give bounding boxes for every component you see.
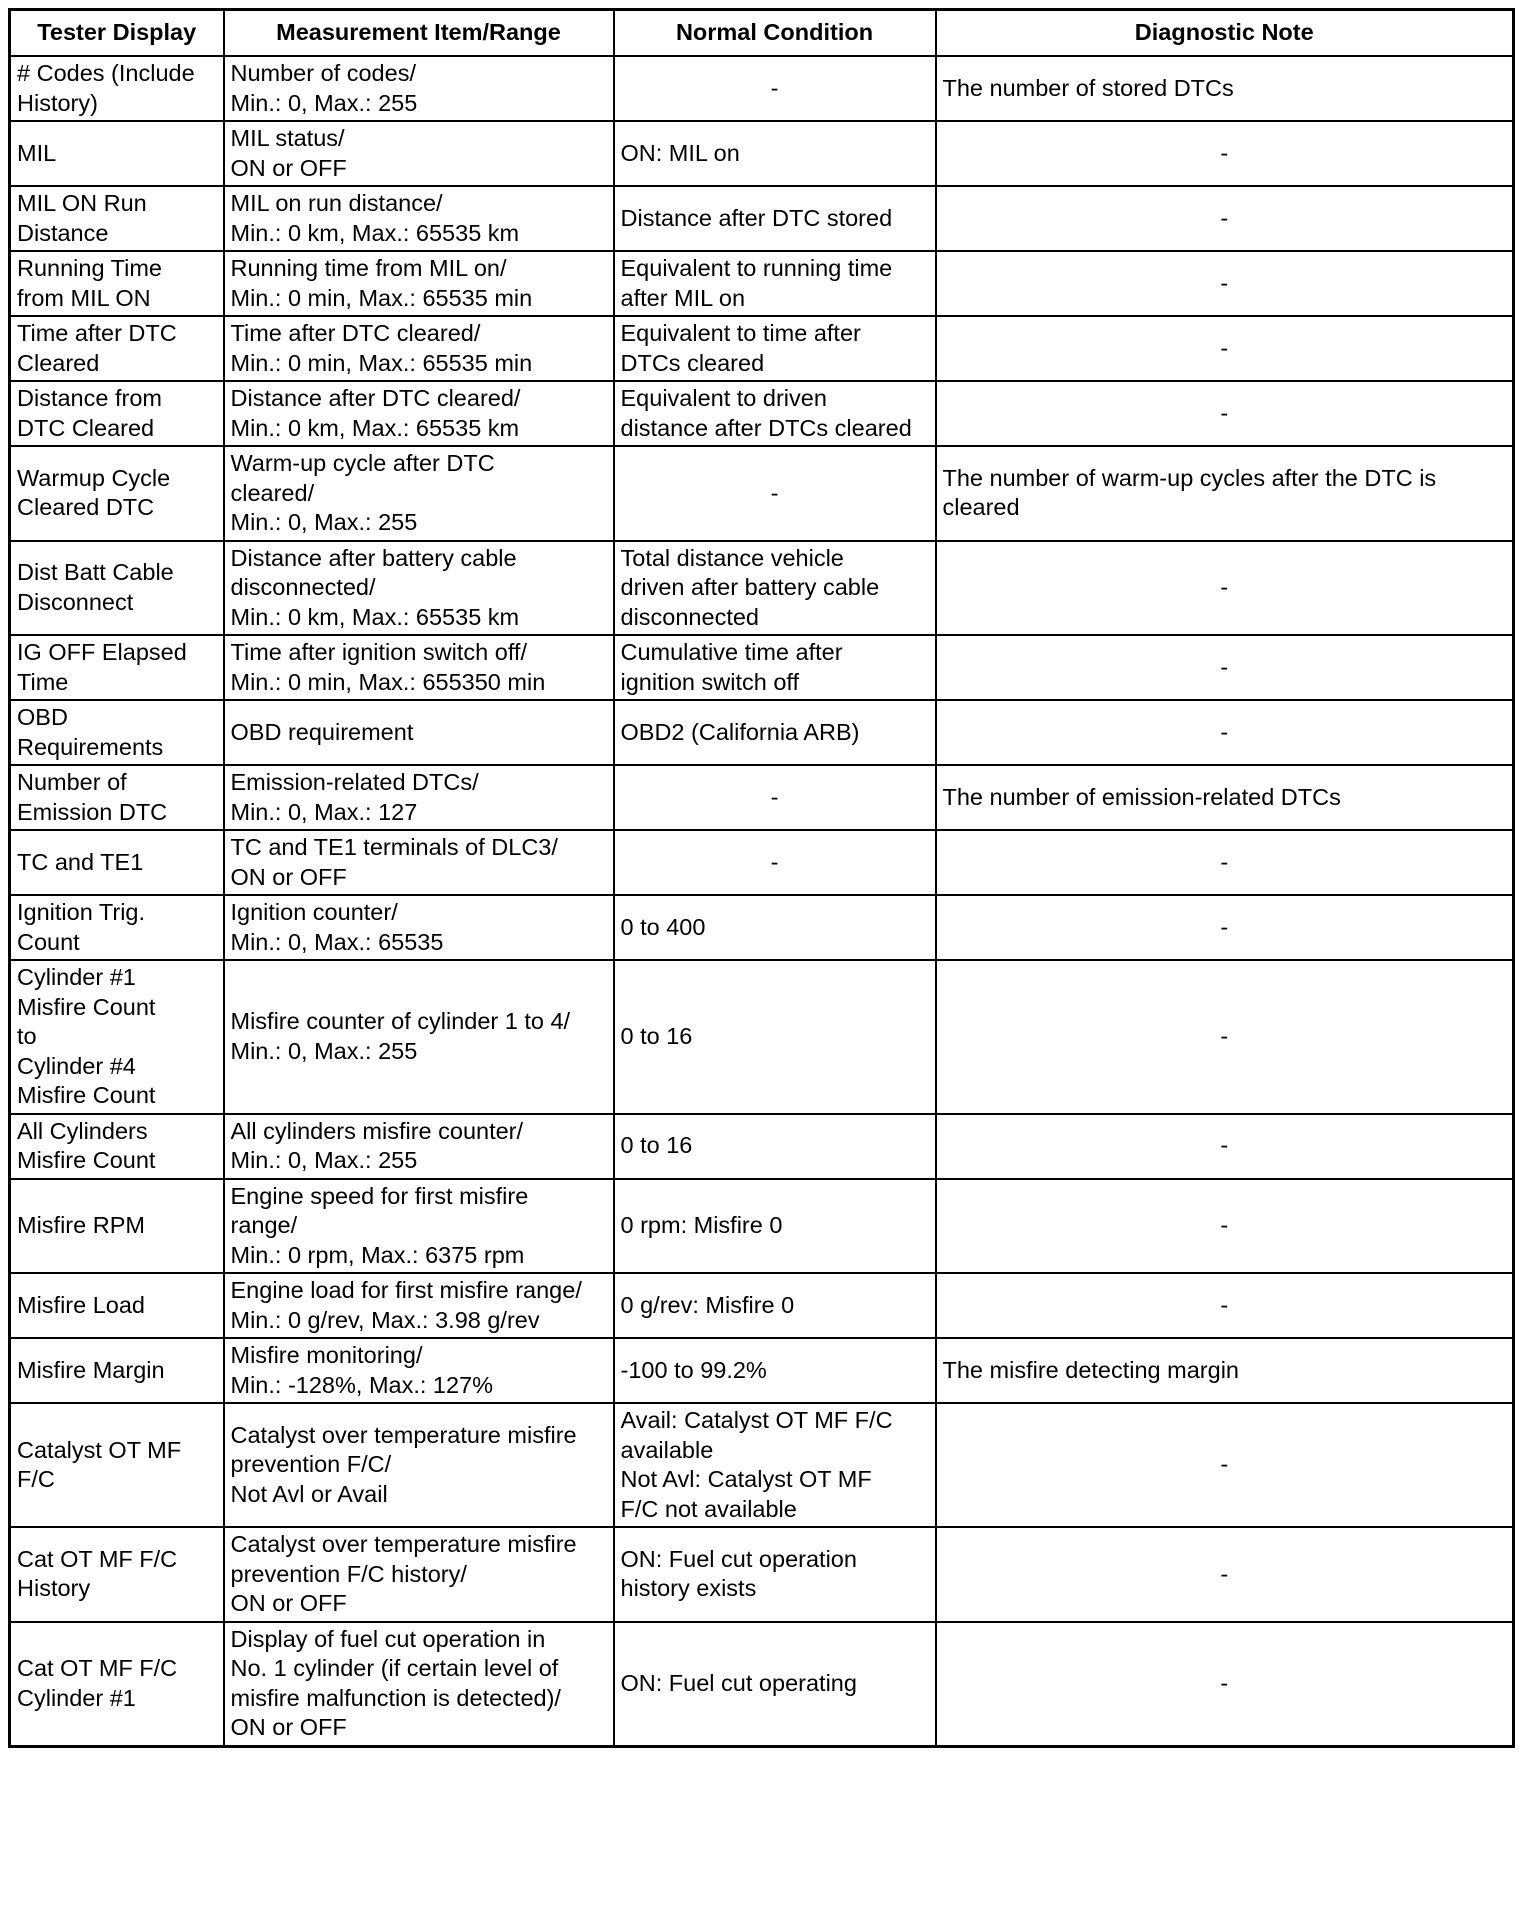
cell-normal-condition: - — [614, 765, 936, 830]
cell-normal-condition: ON: Fuel cut operation history exists — [614, 1527, 936, 1622]
cell-normal-condition: Avail: Catalyst OT MF F/C available Not Avl: Catalyst OT MF F/C not available — [614, 1403, 936, 1527]
cell-tester-display: Cat OT MF F/C History — [10, 1527, 224, 1622]
cell-tester-display: OBD Requirements — [10, 700, 224, 765]
cell-normal-condition: ON: Fuel cut operating — [614, 1622, 936, 1747]
cell-measurement-item: MIL on run distance/ Min.: 0 km, Max.: 65535 km — [224, 186, 614, 251]
table-row — [10, 446, 1514, 541]
cell-measurement-item: Emission-related DTCs/ Min.: 0, Max.: 127 — [224, 765, 614, 830]
cell-diagnostic-note: - — [936, 1273, 1514, 1338]
cell-normal-condition: Equivalent to time after DTCs cleared — [614, 316, 936, 381]
cell-tester-display: Misfire RPM — [10, 1179, 224, 1274]
table-row — [10, 1338, 1514, 1403]
cell-tester-display: Cylinder #1 Misfire Count to Cylinder #4 Misfire Count — [10, 960, 224, 1114]
cell-tester-display: Warmup Cycle Cleared DTC — [10, 446, 224, 541]
cell-measurement-item: Catalyst over temperature misfire prevention F/C history/ ON or OFF — [224, 1527, 614, 1622]
cell-measurement-item: Distance after DTC cleared/ Min.: 0 km, Max.: 65535 km — [224, 381, 614, 446]
cell-tester-display: Ignition Trig. Count — [10, 895, 224, 960]
cell-normal-condition: 0 rpm: Misfire 0 — [614, 1179, 936, 1274]
cell-measurement-item: Catalyst over temperature misfire prevention F/C/ Not Avl or Avail — [224, 1403, 614, 1527]
cell-diagnostic-note: - — [936, 1114, 1514, 1179]
cell-normal-condition: 0 to 400 — [614, 895, 936, 960]
cell-measurement-item: TC and TE1 terminals of DLC3/ ON or OFF — [224, 830, 614, 895]
cell-diagnostic-note: The number of stored DTCs — [936, 56, 1514, 121]
table-row — [10, 1622, 1514, 1747]
cell-diagnostic-note: - — [936, 1403, 1514, 1527]
tester-display-table — [8, 8, 1515, 1748]
header-normal-condition: Normal Condition — [614, 10, 936, 57]
cell-measurement-item: Display of fuel cut operation in No. 1 cylinder (if certain level of misfire malfunction is detected)/ ON or OFF — [224, 1622, 614, 1747]
cell-measurement-item: Engine speed for first misfire range/ Min.: 0 rpm, Max.: 6375 rpm — [224, 1179, 614, 1274]
cell-tester-display: Misfire Margin — [10, 1338, 224, 1403]
table-row — [10, 56, 1514, 121]
header-diagnostic-note: Diagnostic Note — [936, 10, 1514, 57]
cell-tester-display: Number of Emission DTC — [10, 765, 224, 830]
cell-measurement-item: Time after DTC cleared/ Min.: 0 min, Max.: 65535 min — [224, 316, 614, 381]
cell-diagnostic-note: - — [936, 251, 1514, 316]
table-row — [10, 635, 1514, 700]
cell-normal-condition: 0 to 16 — [614, 960, 936, 1114]
cell-tester-display: TC and TE1 — [10, 830, 224, 895]
cell-normal-condition: Equivalent to running time after MIL on — [614, 251, 936, 316]
tester-display-table-container — [8, 8, 1512, 1748]
table-row — [10, 830, 1514, 895]
cell-diagnostic-note: - — [936, 381, 1514, 446]
table-row — [10, 960, 1514, 1114]
cell-tester-display: Dist Batt Cable Disconnect — [10, 541, 224, 636]
table-row — [10, 1273, 1514, 1338]
table-row — [10, 381, 1514, 446]
table-row — [10, 895, 1514, 960]
cell-normal-condition: Total distance vehicle driven after battery cable disconnected — [614, 541, 936, 636]
table-row — [10, 1403, 1514, 1527]
cell-tester-display: MIL — [10, 121, 224, 186]
cell-tester-display: IG OFF Elapsed Time — [10, 635, 224, 700]
cell-diagnostic-note: The misfire detecting margin — [936, 1338, 1514, 1403]
cell-diagnostic-note: - — [936, 541, 1514, 636]
table-row — [10, 1527, 1514, 1622]
cell-tester-display: Time after DTC Cleared — [10, 316, 224, 381]
cell-diagnostic-note: - — [936, 830, 1514, 895]
cell-diagnostic-note: - — [936, 700, 1514, 765]
cell-tester-display: Cat OT MF F/C Cylinder #1 — [10, 1622, 224, 1747]
cell-measurement-item: Time after ignition switch off/ Min.: 0 min, Max.: 655350 min — [224, 635, 614, 700]
cell-normal-condition: 0 to 16 — [614, 1114, 936, 1179]
table-body — [10, 56, 1514, 1746]
cell-tester-display: Distance from DTC Cleared — [10, 381, 224, 446]
cell-normal-condition: Distance after DTC stored — [614, 186, 936, 251]
cell-normal-condition: - — [614, 830, 936, 895]
cell-diagnostic-note: - — [936, 1179, 1514, 1274]
cell-normal-condition: Equivalent to driven distance after DTCs cleared — [614, 381, 936, 446]
cell-measurement-item: Distance after battery cable disconnected/ Min.: 0 km, Max.: 65535 km — [224, 541, 614, 636]
table-row — [10, 541, 1514, 636]
cell-measurement-item: Engine load for first misfire range/ Min.: 0 g/rev, Max.: 3.98 g/rev — [224, 1273, 614, 1338]
cell-measurement-item: Running time from MIL on/ Min.: 0 min, Max.: 65535 min — [224, 251, 614, 316]
cell-measurement-item: All cylinders misfire counter/ Min.: 0, Max.: 255 — [224, 1114, 614, 1179]
cell-measurement-item: Misfire counter of cylinder 1 to 4/ Min.: 0, Max.: 255 — [224, 960, 614, 1114]
cell-measurement-item: Warm-up cycle after DTC cleared/ Min.: 0, Max.: 255 — [224, 446, 614, 541]
cell-diagnostic-note: - — [936, 895, 1514, 960]
header-tester-display: Tester Display — [10, 10, 224, 57]
cell-diagnostic-note: - — [936, 316, 1514, 381]
cell-tester-display: Catalyst OT MF F/C — [10, 1403, 224, 1527]
cell-diagnostic-note: The number of warm-up cycles after the DTC is cleared — [936, 446, 1514, 541]
cell-normal-condition: 0 g/rev: Misfire 0 — [614, 1273, 936, 1338]
cell-normal-condition: OBD2 (California ARB) — [614, 700, 936, 765]
table-row — [10, 700, 1514, 765]
table-row — [10, 1114, 1514, 1179]
cell-diagnostic-note: - — [936, 1527, 1514, 1622]
cell-measurement-item: OBD requirement — [224, 700, 614, 765]
cell-normal-condition: - — [614, 446, 936, 541]
cell-measurement-item: MIL status/ ON or OFF — [224, 121, 614, 186]
table-row — [10, 316, 1514, 381]
cell-diagnostic-note: - — [936, 635, 1514, 700]
cell-diagnostic-note: - — [936, 1622, 1514, 1747]
cell-tester-display: All Cylinders Misfire Count — [10, 1114, 224, 1179]
cell-measurement-item: Ignition counter/ Min.: 0, Max.: 65535 — [224, 895, 614, 960]
cell-diagnostic-note: - — [936, 121, 1514, 186]
cell-normal-condition: - — [614, 56, 936, 121]
table-row — [10, 1179, 1514, 1274]
cell-normal-condition: ON: MIL on — [614, 121, 936, 186]
cell-diagnostic-note: - — [936, 960, 1514, 1114]
cell-tester-display: Misfire Load — [10, 1273, 224, 1338]
cell-diagnostic-note: The number of emission-related DTCs — [936, 765, 1514, 830]
cell-measurement-item: Number of codes/ Min.: 0, Max.: 255 — [224, 56, 614, 121]
table-row — [10, 251, 1514, 316]
cell-tester-display: # Codes (Include History) — [10, 56, 224, 121]
table-row — [10, 121, 1514, 186]
header-measurement-item: Measurement Item/Range — [224, 10, 614, 57]
cell-tester-display: Running Time from MIL ON — [10, 251, 224, 316]
table-row — [10, 186, 1514, 251]
table-row — [10, 765, 1514, 830]
header-row — [10, 10, 1514, 57]
cell-diagnostic-note: - — [936, 186, 1514, 251]
table-header — [10, 10, 1514, 57]
cell-normal-condition: -100 to 99.2% — [614, 1338, 936, 1403]
cell-normal-condition: Cumulative time after ignition switch off — [614, 635, 936, 700]
cell-measurement-item: Misfire monitoring/ Min.: -128%, Max.: 127% — [224, 1338, 614, 1403]
cell-tester-display: MIL ON Run Distance — [10, 186, 224, 251]
